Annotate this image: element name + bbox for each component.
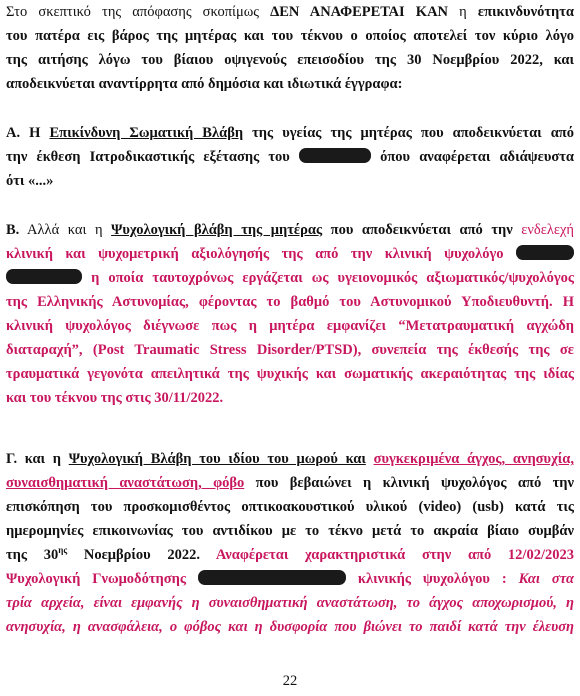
paragraph-intro-line-4: αποδεικνύεται αναντίρρητα από δημόσια και ιδιωτικά έγγραφα: [6,76,403,92]
section-c-line-6: Ψυχολογική Γνωμοδότησης κλινικής ψυχολόγου : Και στα [6,571,574,587]
section-b-line-3: η οποία ταυτοχρόνως εργάζεται ως υγειονομικός αξιωματικός/ψυχολόγος [6,266,574,290]
section-c-line-7: τρία αρχεία, είναι εμφανής η συναισθηματική αναστάτωση, το άγχος αποχωρισμού, η [6,595,574,611]
heading-bodily-harm: Επικίνδυνη Σωματική Βλάβη [49,125,244,141]
emphasis-not-mentioned: ΔΕΝ ΑΝΑΦΕΡΕΤΑΙ ΚΑΝ [270,4,449,20]
section-c-line-1: Γ. και η Ψυχολογική Βλάβη του ιδίου του μωρού και συγκεκριμένα άγχος, ανησυχία, [6,451,574,467]
section-b-line-5: κλινική ψυχολόγος διέγνωσε πως η μητέρα εμφανίζει “Μετατραυματική αγχώδη [6,318,574,334]
paragraph-intro-line-1: Στο σκεπτικό της απόφασης σκοπίμως ΔΕΝ ΑΝΑΦΕΡΕΤΑΙ ΚΑΝ η επικινδυνότητα [6,4,574,20]
section-c-line-8: ανησυχία, η ανασφάλεια, ο φόβος και η δυσφορία που βιώνει το παιδί κατά την έλευση [6,619,574,635]
section-b-line-8: και του τέκνου της στις 30/11/2022. [6,390,224,406]
redaction-bar [516,245,574,260]
paragraph-intro-line-2: του πατέρα εις βάρος της μητέρας και του τέκνου ο οποίος αποτελεί τον κύριο λόγο [6,28,574,44]
section-b-line-6: διαταραχή”, (Post Traumatic Stress Disorder/PTSD), συνεπεία της έκθεσής της σε [6,342,574,358]
section-a-line-2: την έκθεση Ιατροδικαστικής εξέτασης του όπου αναφέρεται αδιάψευστα [6,149,574,165]
page-number: 22 [282,673,298,689]
section-c-line-2: συναισθηματική αναστάτωση, φόβο που βεβαιώνει η κλινική ψυχολόγος από την [6,475,574,491]
section-a-line-1: Α. Η Επικίνδυνη Σωματική Βλάβη της υγείας της μητέρας που αποδεικνύεται από [6,125,574,141]
section-b-line-7: τραυματικά γεγονότα απειλητικά της ψυχικής και σωματικής ακεραιότητας της ιδίας [6,366,574,382]
paragraph-intro-line-3: της αιτήσης λόγω του βίαιου οψιγενούς επεισοδίου της 30 Νοεμβρίου 2022, και [6,52,574,68]
section-a-line-3: ότι «...» [6,173,54,189]
redaction-bar [198,570,346,585]
section-c-line-4: ημερομηνίες επικοινωνίας του αντιδίκου με το τέκνο μετά το ακραία βίαιο συμβάν [6,523,574,539]
section-b-line-2: κλινική και ψυχομετρική αξιολόγησής της από την κλινική ψυχολόγο [6,242,574,266]
section-c-line-3: επισκόπηση του προσκομισθέντος οπτικοακουστικού υλικού (video) (usb) κατά τις [6,499,574,515]
section-b-line-4: της Ελληνικής Αστυνομίας, φέροντας το βαθμό του Αστυνομικού Υποδιευθυντή. Η [6,294,574,310]
emphasis-dangerousness: επικινδυνότητα [477,4,574,20]
heading-mother-psych-harm: Ψυχολογική βλάβη της μητέρας [111,222,323,238]
redaction-bar [6,269,82,284]
heading-baby-psych-harm: Ψυχολογική Βλάβη του ιδίου του μωρού και [68,451,366,467]
section-c-line-5: της $30^{\eta\varsigma}$ Νοεμβρίου 2022. Αναφέρεται χαρακτηριστικά στην από 12/02/2023 [6,545,574,563]
section-b-line-1: Β. Αλλά και η Ψυχολογική βλάβη της μητέρας που αποδεικνύεται από την ενδελεχή [6,222,574,238]
redaction-bar [299,148,371,163]
